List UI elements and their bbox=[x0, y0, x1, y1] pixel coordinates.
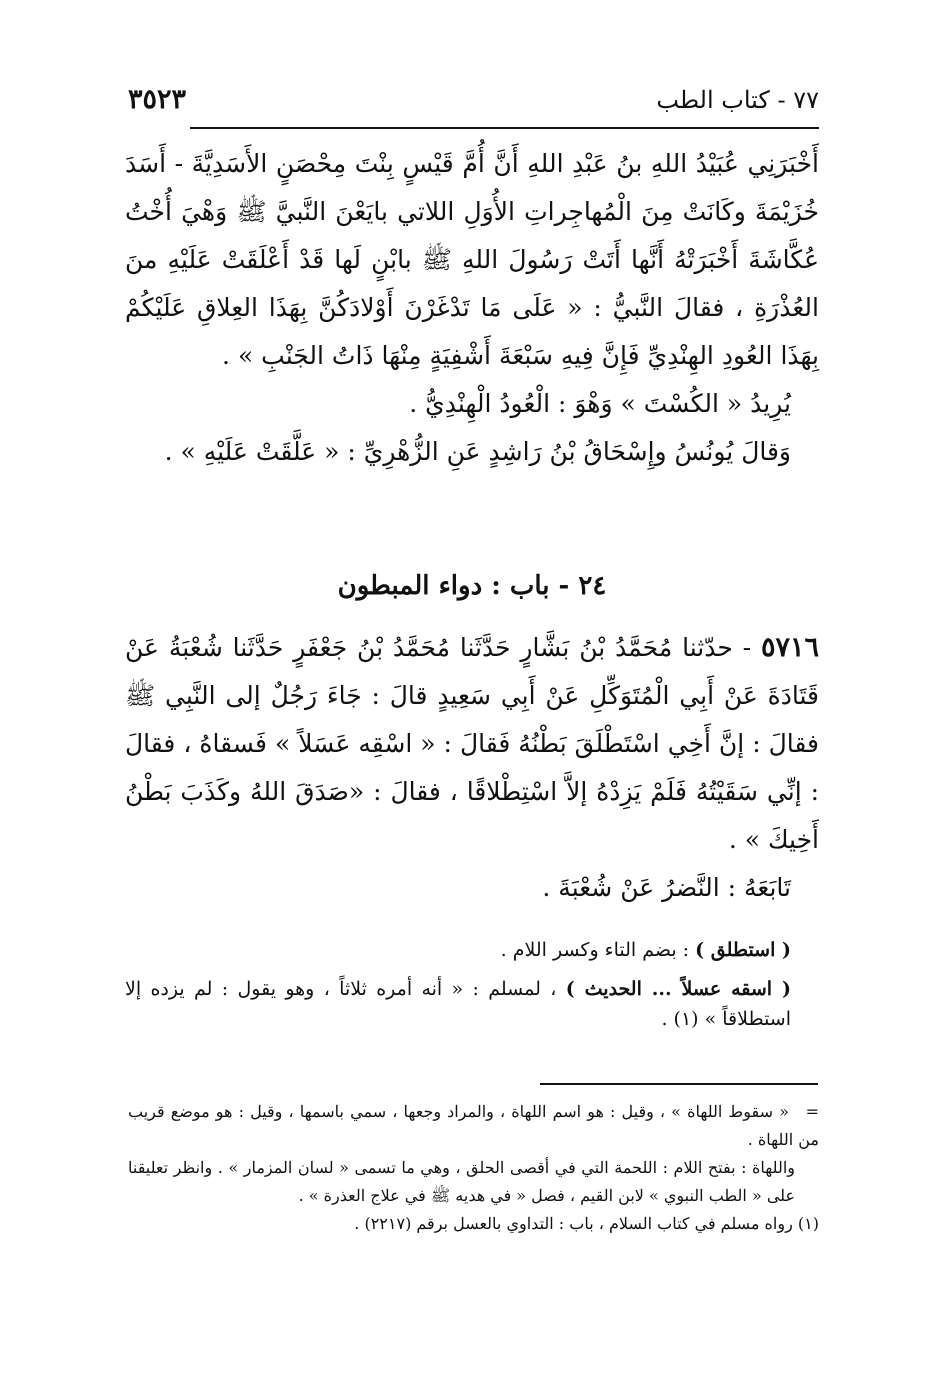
narration-variant: وَقالَ يُونُسُ وإِسْحَاقُ بْنُ رَاشِدٍ عَنِ الزُّهْرِيِّ : « عَلَّقَتْ عَلَيْهِ » . bbox=[164, 437, 791, 466]
note-item bbox=[125, 932, 819, 968]
page-number: ٣٥٢٣ bbox=[128, 84, 187, 115]
note-text: ، لمسلم : « أنه أمره ثلاثاً ، وهو يقول : لم يزده إلا استطلاقاً » (١) . bbox=[125, 978, 791, 1030]
page-header bbox=[128, 86, 819, 124]
hadith-paragraph bbox=[125, 624, 819, 864]
note-term: ( اسقه عسلاً ... الحديث ) bbox=[565, 978, 791, 1000]
chapter-heading: ٢٤ - باب : دواء المبطون bbox=[337, 571, 607, 601]
footnote-text-block: واللهاة : بفتح اللام : اللحمة التي في أقصى الحلق ، وهي ما تسمى « لسان المزمار » . وانظر تعليقنا على « الطب النبوي » لابن القيم ، فصل « في هديه ﷺ في علاج العذرة » . bbox=[128, 1158, 795, 1205]
hadith-follow: تَابَعَهُ : النَّضرُ عَنْ شُعْبَةَ . bbox=[542, 873, 791, 902]
hadith-number: ٥٧١٦ bbox=[760, 632, 819, 663]
running-head: ٧٧ - كتاب الطب bbox=[656, 86, 819, 114]
continuation-marker: = bbox=[805, 1102, 819, 1121]
footnote-continuation bbox=[128, 1098, 819, 1154]
note-term: ( استطلق ) bbox=[695, 939, 791, 961]
narration-gloss: يُرِيدُ « الكُسْتَ » وَهْوَ : الْعُودُ الْهِنْدِيُّ . bbox=[409, 389, 791, 418]
footnote-text: « سقوط اللهاة » ، وقيل : هو اسم اللهاة ، والمراد وجعها ، سمي باسمها ، وقيل : هو موضع قريب من اللهاة . bbox=[128, 1102, 819, 1149]
footnotes bbox=[128, 1098, 819, 1238]
hadith-block bbox=[125, 624, 819, 912]
commentary-notes bbox=[125, 932, 819, 1040]
note-text: : بضم التاء وكسر اللام . bbox=[500, 939, 690, 961]
narration-paragraph: أَخْبَرَنِي عُبَيْدُ اللهِ بنُ عَبْدِ اللهِ أَنَّ أُمَّ قَيْسٍ بِنْتَ مِحْصَنٍ الأَسَدِيَّةَ - أَسَدَ خُزَيْمَةَ وكَانَتْ مِنَ الْمُهاجِراتِ الأُوَلِ اللاتي بايَعْنَ النَّبيَّ ﷺ وَهْيَ أُخْتُ عُكَّاشَةَ أَخْبَرَتْهُ أَنَّها أَتَتْ رَسُولَ اللهِ ﷺ بابْنٍ لَها قَدْ أَعْلَقَتْ عَلَيْهِ منَ العُذْرَةِ ، فقالَ النَّبيُّ : « عَلَى مَا تَدْغَرْنَ أَوْلادَكُنَّ بِهَذَا العِلاقِ عَلَيْكُمْ بِهَذَا العُودِ الهِنْدِيِّ فَإِنَّ فِيهِ سَبْعَةَ أَشْفِيَةٍ مِنْهَا ذَاتُ الجَنْبِ » . bbox=[125, 149, 819, 370]
footnote-item: (١) رواه مسلم في كتاب السلام ، باب : التداوي بالعسل برقم (٢٢١٧) . bbox=[354, 1214, 819, 1233]
note-item bbox=[125, 974, 819, 1034]
main-text bbox=[125, 140, 819, 476]
hadith-text: - حدّثنا مُحَمَّدُ بْنُ بَشَّارٍ حَدَّثَنا مُحَمَّدُ بْنُ جَعْفَرٍ حَدَّثَنا شُعْبَةُ عَنْ قَتَادَةَ عَنْ أَبِي الْمُتَوَكِّلِ عَنْ أَبِي سَعِيدٍ قالَ : جَاءَ رَجُلٌ إلى النَّبِي ﷺ فقالَ : إنَّ أَخِي اسْتَطْلَقَ بَطْنُهُ فَقالَ : « اسْقِه عَسَلاً » فَسقاهُ ، فقالَ : إنِّي سَقَيْتُهُ فَلَمْ يَزِدْهُ إلاَّ اسْتِطْلاقًا ، فقالَ : «صَدَقَ اللهُ وكَذَبَ بَطْنُ أَخِيكَ » . bbox=[125, 633, 819, 854]
footnote-rule bbox=[540, 1083, 818, 1085]
header-rule bbox=[190, 127, 819, 129]
